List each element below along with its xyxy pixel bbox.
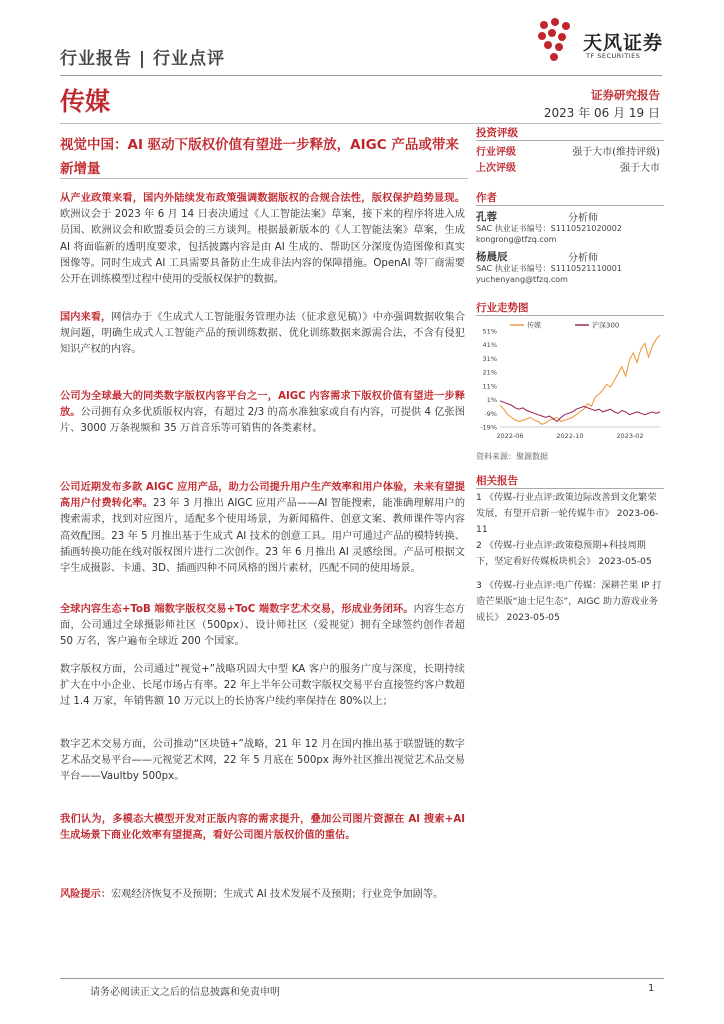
analyst-title: 分析师 — [568, 253, 598, 264]
paragraph-text: 23 年 3 月推出 AIGC 应用产品——AI 智能搜索，能准确理解用户的搜索需求，找到对应图片，适配多个使用场景，为新闻稿件、创意文案、教师课件等内容高效配图。23 年 5 月推出基于生成式 AI 技术的创意工具。用户可通过产品的模特转换、插画转换功能在线对版权图片进行二次创作。23 年 6 月推出 AI 灵感绘图。产品可根据文字生成摄影、卡通、3D、插画四种不同风格的图片素材，匹配不同的使用场景。 — [60, 498, 466, 575]
series-line-media — [500, 335, 660, 424]
trend-heading: 行业走势图 — [476, 302, 529, 314]
analyst-email[interactable]: yuchenyang@tfzq.com — [476, 275, 568, 284]
last-rating-label: 上次评级 — [476, 163, 516, 174]
analyst-email[interactable]: kongrong@tfzq.com — [476, 235, 557, 244]
y-tick-label: 41% — [482, 341, 497, 350]
report-title: 视觉中国：AI 驱动下版权价值有望进一步释放，AIGC 产品或带来新增量 — [60, 137, 459, 177]
chart-source: 资料来源：聚源数据 — [476, 452, 548, 461]
y-tick-label: -19% — [480, 423, 497, 432]
analyst-cert: SAC 执业证书编号：S1110521110001 — [476, 264, 622, 273]
y-tick-label: 11% — [482, 382, 497, 391]
paragraph-copyright: 数字版权方面，公司通过“视觉+”战略巩固大中型 KA 客户的服务广度与深度，长期持续扩大在中小企业、长尾市场占有率。22 年上半年公司数字版权交易平台直接签约客户数超过 1.4 万家，年销售额 10 万元以上的长协客户续约率保持在 80%以上； — [60, 664, 465, 708]
author-heading: 作者 — [476, 192, 497, 204]
series-line-csi300 — [500, 401, 660, 422]
paragraph-lead: 风险提示： — [60, 889, 111, 900]
y-tick-label: 1% — [486, 396, 497, 405]
logo-subtext: TF SECURITIES — [586, 52, 641, 60]
last-rating-value: 强于大市 — [620, 163, 660, 174]
rating-label: 行业评级 — [476, 147, 516, 158]
y-tick-label: 31% — [482, 354, 497, 363]
related-report-date: 2023-05-05 — [598, 556, 652, 567]
related-report-date: 2023-05-05 — [506, 612, 560, 623]
report-category: 行业报告 | 行业点评 — [60, 49, 226, 69]
author-divider — [476, 205, 664, 206]
related-heading: 相关报告 — [476, 475, 518, 487]
legend-label: 沪深300 — [592, 321, 620, 330]
trend-divider — [476, 315, 664, 316]
y-tick-label: 51% — [482, 327, 497, 336]
rating-heading: 投资评级 — [476, 127, 518, 139]
rating-divider — [476, 140, 664, 141]
report-date: 2023 年 06 月 19 日 — [543, 106, 660, 120]
title-bottom-divider — [60, 178, 468, 179]
paragraph-lead: 国内来看， — [60, 312, 112, 323]
paragraph-text: 内容生态方面，公司通过全球摄影师社区（500px）、设计师社区（爱视觉）拥有全球签约创作者超 50 万名，客户遍布全球近 200 个国家。 — [60, 604, 466, 648]
paragraph-text: 公司拥有众多优质版权内容，有超过 2/3 的高水准独家或自有内容，可提供 4 亿张图片、3000 万条视频和 35 万首音乐等可销售的各类素材。 — [60, 407, 465, 435]
paragraph-digital-art: 数字艺术交易方面，公司推动“区块链+”战略，21 年 12 月在国内推出基于联盟链的数字艺术品交易平台——元视觉艺术网，22 年 5 月底在 500px 海外社区推出视觉艺术品交易平台——Vaultby 500px。 — [60, 739, 465, 783]
logo-mark-icon — [538, 18, 570, 61]
related-report-date: 2023-06-11 — [476, 508, 659, 535]
analyst-name: 孔蓉 — [476, 211, 497, 223]
paragraph-platform — [60, 389, 465, 438]
footer-disclaimer: 请务必阅读正文之后的信息披露和免责申明 — [90, 987, 280, 998]
x-tick-label: 2023-02 — [616, 432, 644, 440]
paragraph-conclusion — [60, 812, 465, 844]
related-report-title: 3 《传媒-行业点评:电广传媒：深耕芒果 IP 打造芒果版“迪士尼生态”，AIGC 助力游戏业务成长》 — [476, 580, 662, 623]
paragraph-domestic — [60, 310, 465, 359]
y-tick-label: -9% — [484, 409, 497, 418]
legend-label: 传媒 — [527, 321, 541, 330]
report-type: 证券研究报告 — [591, 88, 660, 102]
paragraph-text: 宏观经济恢复不及预期；生成式 AI 技术发展不及预期；行业竞争加剧等。 — [110, 889, 444, 900]
related-report-title: 2 《传媒-行业点评:政策稳预期+科技周期下，坚定看好传媒板块机会》 — [476, 540, 646, 567]
paragraph-policy — [60, 191, 465, 288]
rating-value: 强于大市(维持评级) — [572, 147, 660, 158]
header-divider — [60, 75, 662, 76]
y-tick-label: 21% — [482, 368, 497, 377]
related-divider — [476, 488, 664, 489]
page-number: 1 — [648, 983, 655, 994]
paragraph-lead: 公司近期发布多款 AIGC 应用产品，助力公司提升用户生产效率和用户体验，未来有望提高用户付费转化率。 — [60, 482, 465, 510]
analyst-cert: SAC 执业证书编号：S1110521020002 — [476, 224, 622, 233]
industry-name: 传媒 — [60, 87, 111, 116]
paragraph-lead: 我们认为，多模态大模型开发对正版内容的需求提升，叠加公司图片资源在 AI 搜索+AI 生成场景下商业化效率有望提高，看好公司图片版权价值的重估。 — [60, 814, 465, 842]
related-report-item[interactable] — [476, 538, 664, 570]
paragraph-text: 欧洲议会于 2023 年 6 月 14 日表决通过《人工智能法案》草案，接下来的程序将进入成员国、欧洲议会和欧盟委员会的三方谈判。根据最新版本的《人工智能法案》草案，生成 AI 将面临新的透明度要求，包括披露内容是由 AI 生成的、帮助区分深度伪造图像和真实图像等。同时生成式 AI 工具需要具备防止生成非法内容的保障措施。OpenAI 等厂商需要公开在训练模型过程中使用的受版权保护的数据。 — [60, 209, 465, 286]
related-report-title: 1 《传媒-行业点评:政策边际改善到文化繁荣发展，有望开启新一轮传媒牛市》 — [476, 492, 657, 519]
related-report-item[interactable] — [476, 490, 664, 538]
paragraph-ecosystem — [60, 602, 465, 651]
paragraph-lead: 全球内容生态+ToB 端数字版权交易+ToC 端数字艺术交易，形成业务闭环。 — [60, 604, 414, 615]
title-top-divider — [60, 123, 662, 124]
industry-trend-chart — [476, 317, 664, 442]
logo-text: 天风证券 — [583, 32, 664, 54]
paragraph-aigc-products — [60, 480, 465, 577]
analyst-name: 杨晨辰 — [476, 251, 508, 263]
paragraph-risk — [60, 887, 465, 903]
analyst-title: 分析师 — [568, 213, 598, 224]
x-tick-label: 2022-06 — [496, 432, 524, 440]
paragraph-lead: 公司为全球最大的同类数字版权内容平台之一，AIGC 内容需求下版权价值有望进一步释放。 — [60, 391, 465, 419]
paragraph-text: 网信办于《生成式人工智能服务管理办法（征求意见稿）》中亦强调数据收集合规问题，明确生成式人工智能产品的预训练数据、优化训练数据来源需合法，不含有侵犯知识产权的内容。 — [60, 312, 466, 356]
paragraph-lead: 从产业政策来看，国内外陆续发布政策强调数据版权的合规合法性，版权保护趋势显现。 — [60, 193, 465, 204]
related-report-item[interactable] — [476, 578, 664, 626]
x-tick-label: 2022-10 — [556, 432, 584, 440]
footer-divider — [60, 978, 664, 979]
